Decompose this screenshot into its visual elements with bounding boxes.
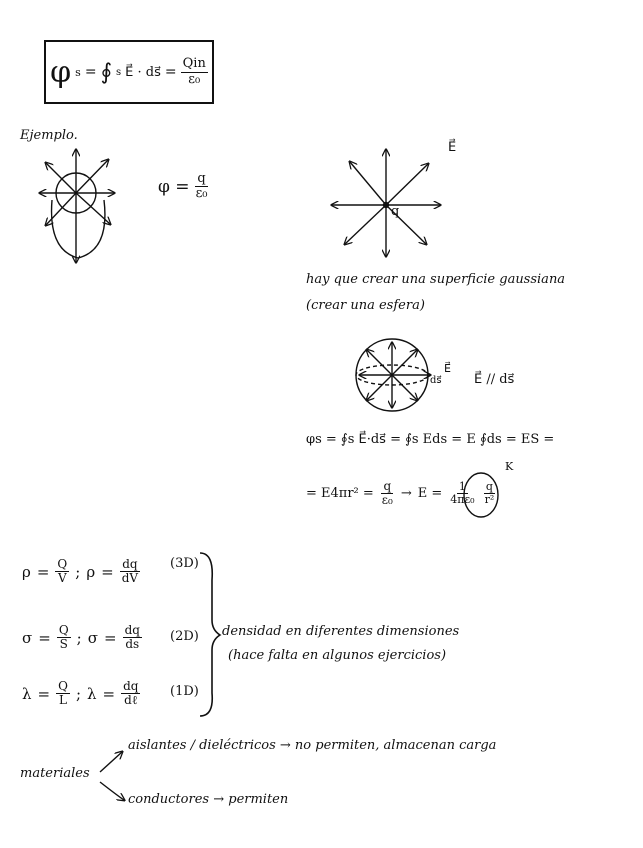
integral-subscript: s — [116, 66, 122, 78]
density-row-3d: ρ = $\frac{Q}{V}$ ; ρ = $\frac{dq}{dV}$ — [22, 557, 139, 586]
sphere-ds-label: ds⃗ — [430, 375, 442, 386]
fraction-denominator: 4πε₀ — [450, 493, 475, 507]
equals-sign: = — [84, 64, 97, 80]
charge-label: q — [391, 204, 400, 219]
density-row-2d: σ = $\frac{Q}{S}$ ; σ = $\frac{dq}{ds}$ — [22, 623, 140, 652]
density-dim-1d: (1D) — [170, 684, 199, 699]
fraction-denominator: ε₀ — [381, 493, 393, 508]
materials-branches — [100, 752, 124, 800]
fraction-numerator: q — [197, 171, 206, 186]
gauss-note-line2: (crear una esfera) — [306, 298, 425, 313]
density-derivative — [123, 624, 142, 651]
q-over-r2 — [483, 481, 497, 506]
density-symbol: λ — [22, 684, 32, 703]
coulomb-constant — [448, 481, 476, 506]
left-charge-sketch — [40, 150, 114, 262]
fraction-denominator: ε₀ — [188, 71, 201, 87]
closed-integral: ∮ — [100, 59, 113, 85]
sphere-e-label: E⃗ — [444, 362, 451, 375]
derivation-line2 — [306, 480, 496, 507]
field-vector-label: E⃗ — [448, 140, 457, 155]
density-symbol: λ — [87, 684, 97, 703]
arrow-icon: → — [400, 486, 412, 502]
fraction-numerator: q — [485, 480, 493, 494]
density-dim-2d: (2D) — [170, 629, 199, 644]
fraction-numerator: Q — [58, 679, 68, 693]
fraction-denominator: S — [59, 637, 68, 652]
fraction-denominator: r² — [484, 493, 495, 507]
fraction-numerator: dq — [124, 623, 140, 637]
density-note-line2: (hace falta en algunos ejercicios) — [228, 648, 447, 663]
fraction-denominator: ds — [125, 637, 140, 652]
density-symbol: ρ — [22, 562, 31, 581]
fraction-numerator: dq — [122, 557, 138, 571]
right-field-star — [332, 150, 440, 256]
qin-over-eps — [181, 57, 208, 87]
q-over-eps — [380, 480, 395, 507]
fraction-numerator: Qin — [182, 56, 206, 72]
k-label: K — [505, 460, 514, 473]
derivation-line1: φs = ∮s E⃗·ds⃗ = ∮s Eds = E ∮ds = ES = — [306, 432, 555, 447]
materials-branch-conductors: conductores → permiten — [128, 792, 289, 807]
materials-label: materiales — [20, 766, 90, 781]
flux-lhs: φ = — [158, 176, 190, 197]
fraction-numerator: 1 — [458, 480, 466, 494]
density-symbol: σ — [87, 628, 98, 647]
fraction-denominator: ε₀ — [195, 186, 208, 202]
gaussian-sphere — [356, 339, 430, 411]
fraction-numerator: dq — [123, 679, 139, 693]
q-over-eps — [194, 172, 210, 202]
density-fraction — [55, 558, 69, 585]
density-note-line1: densidad en diferentes dimensiones — [222, 624, 460, 639]
derivation-lhs: = E4πr² = — [306, 486, 374, 502]
density-brace — [200, 553, 220, 716]
fraction-numerator: Q — [57, 557, 68, 571]
phi-symbol: φ — [50, 54, 72, 90]
density-fraction — [57, 624, 71, 651]
phi-subscript: s — [75, 65, 81, 79]
equals-sign: = — [164, 64, 177, 80]
fraction-denominator: L — [59, 693, 67, 708]
e-equals: E = — [417, 486, 443, 502]
fraction-denominator: dV — [121, 571, 139, 586]
density-fraction — [56, 680, 70, 707]
density-dim-3d: (3D) — [170, 556, 199, 571]
integrand: E⃗ · ds⃗ — [125, 64, 161, 80]
fraction-denominator: dℓ — [124, 693, 138, 708]
fraction-denominator: V — [57, 571, 67, 586]
parallel-label: E⃗ // ds⃗ — [474, 372, 515, 387]
gauss-note-line1: hay que crear una superficie gaussiana — [306, 272, 566, 287]
gauss-law-box — [44, 40, 214, 104]
fraction-numerator: Q — [58, 623, 69, 637]
density-row-1d: λ = $\frac{Q}{L}$ ; λ = $\frac{dq}{\text{dℓ}}$ — [22, 679, 139, 708]
density-symbol: σ — [22, 628, 33, 647]
fraction-numerator: q — [383, 479, 392, 493]
materials-branch-insulators: aislantes / dieléctricos → no permiten, almacenan carga — [128, 738, 497, 753]
example-label: Ejemplo. — [20, 128, 78, 143]
left-flux-formula — [158, 172, 210, 202]
density-symbol: ρ — [86, 562, 96, 581]
density-derivative — [121, 680, 140, 707]
density-derivative — [120, 558, 140, 585]
